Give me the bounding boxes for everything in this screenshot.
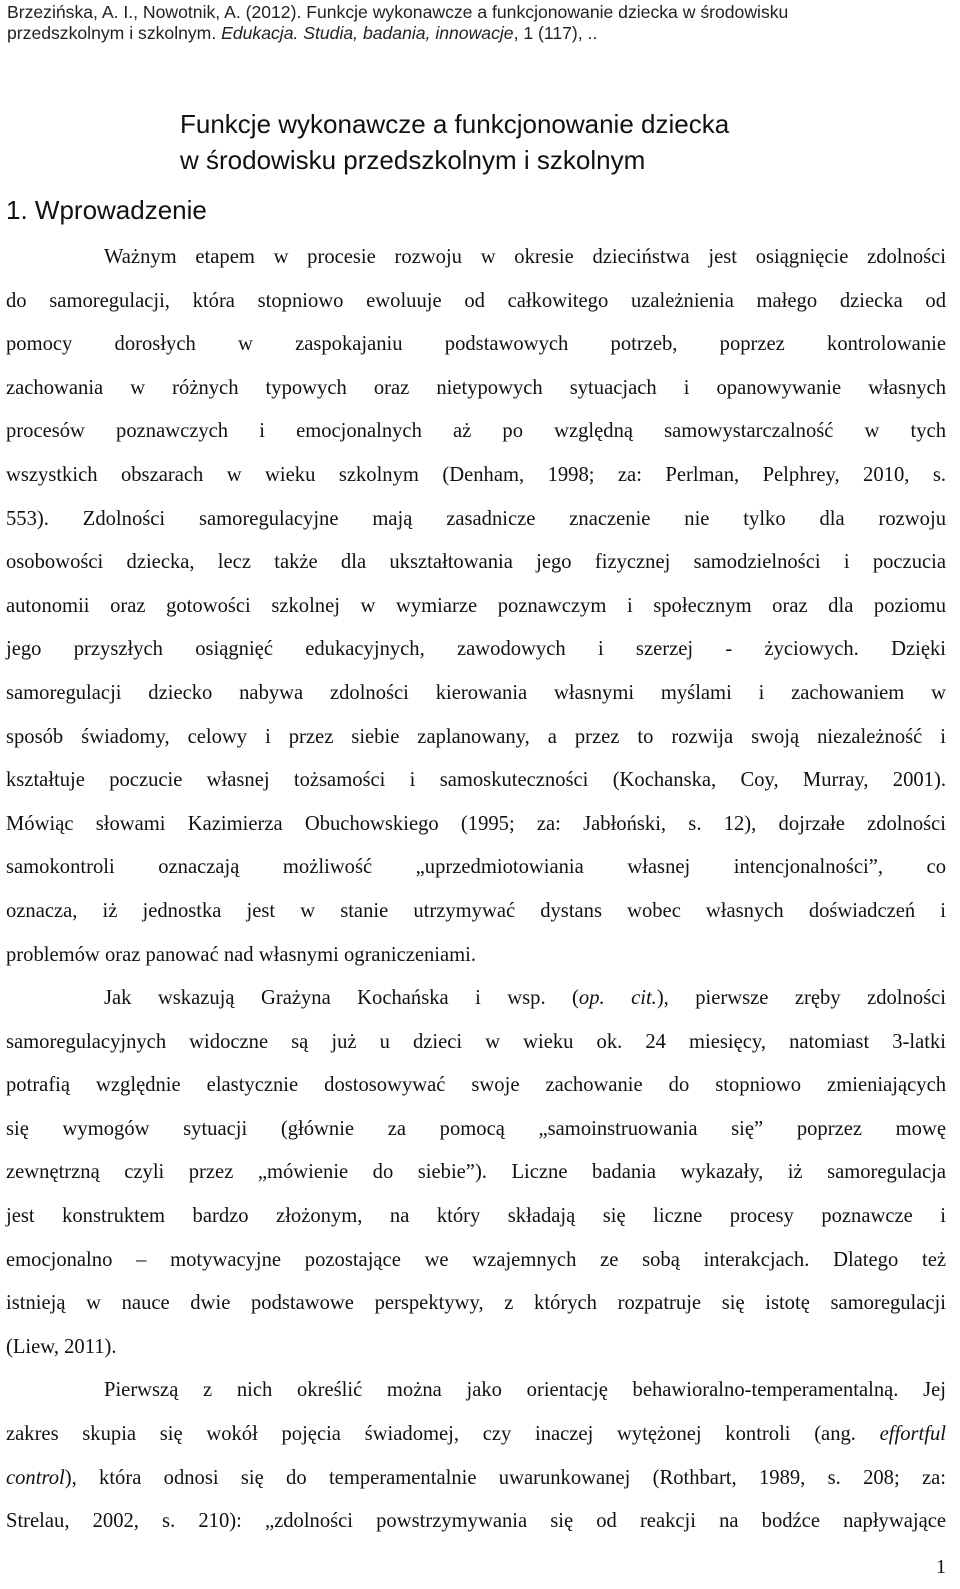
body-line: jest konstruktem bardzo złożonym, na który składają się liczne procesy poznawcze i — [6, 1205, 946, 1228]
body-line: istnieją w nauce dwie podstawowe perspektywy, z których rozpatruje się istotę samoregulacji — [6, 1292, 946, 1315]
body-line: Mówiąc słowami Kazimierza Obuchowskiego (1995; za: Jabłoński, s. 12), dojrzałe zdolności — [6, 812, 946, 835]
body-line: wszystkich obszarach w wieku szkolnym (Denham, 1998; za: Perlman, Pelphrey, 2010, s. — [6, 463, 946, 486]
body-line: samokontroli oznaczają możliwość „uprzedmiotowiania własnej intencjonalności”, co — [6, 856, 946, 879]
body-line: 553). Zdolności samoregulacyjne mają zasadnicze znaczenie nie tylko dla rozwoju — [6, 507, 946, 530]
body-line: problemów oraz panować nad własnymi ograniczeniami. — [6, 943, 477, 966]
section-heading: 1. Wprowadzenie — [6, 195, 207, 225]
page-number: 1 — [936, 1556, 946, 1578]
body-line: emocjonalno – motywacyjne pozostające we wzajemnych ze sobą interakcjach. Dlatego też — [6, 1248, 946, 1271]
body-line: control), która odnosi się do temperamentalnie uwarunkowanej (Rothbart, 1989, s. 208; za: — [6, 1466, 946, 1489]
body-line: zewnętrzną czyli przez „mówienie do siebie”). Liczne badania wykazały, iż samoregulacja — [6, 1161, 946, 1184]
body-line: procesów poznawczych i emocjonalnych aż po względną samowystarczalność w tych — [6, 420, 946, 443]
title-line-2: w środowisku przedszkolnym i szkolnym — [180, 145, 646, 175]
citation-header — [7, 2, 947, 44]
body-line: potrafią względnie elastycznie dostosowywać swoje zachowanie do stopniowo zmieniających — [6, 1074, 946, 1097]
body-line: Pierwszą z nich określić można jako orientację behawioralno-temperamentalną. Jej — [104, 1379, 946, 1402]
body-line: oznacza, iż jednostka jest w stanie utrzymywać dystans wobec własnych doświadczeń i — [6, 899, 946, 922]
body-line: się wymogów sytuacji (głównie za pomocą „samoinstruowania się” poprzez mowę — [6, 1117, 946, 1140]
body-line: zakres skupia się wokół pojęcia świadomej, czy inaczej wytężonej kontroli (ang. effortful — [6, 1423, 946, 1446]
body-line: zachowania w różnych typowych oraz nietypowych sytuacjach i opanowywanie własnych — [6, 376, 946, 399]
body-line: jego przyszłych osiągnięć edukacyjnych, zawodowych i szerzej - życiowych. Dzięki — [6, 638, 946, 661]
body-line: kształtuje poczucie własnej tożsamości i samoskuteczności (Kochanska, Coy, Murray, 2001). — [6, 769, 946, 792]
journal-name: Edukacja. Studia, badania, innowacje — [221, 23, 514, 43]
body-line: samoregulacji dziecko nabywa zdolności kierowania własnymi myślami i zachowaniem w — [6, 681, 946, 704]
body-line: samoregulacyjnych widoczne są już u dzieci w wieku ok. 24 miesięcy, natomiast 3-latki — [6, 1030, 946, 1053]
body-line: autonomii oraz gotowości szkolnej w wymiarze poznawczym i społecznym oraz dla poziomu — [6, 594, 946, 617]
body-line: Ważnym etapem w procesie rozwoju w okresie dzieciństwa jest osiągnięcie zdolności — [104, 246, 946, 268]
body-line: do samoregulacji, która stopniowo ewoluuje od całkowitego uzależnienia małego dziecka od — [6, 289, 946, 312]
title-line-1: Funkcje wykonawcze a funkcjonowanie dziecka — [180, 109, 730, 139]
body-line: sposób świadomy, celowy i przez siebie zaplanowany, a przez to rozwija swoją niezależność i — [6, 725, 946, 748]
article-title — [180, 106, 940, 178]
body-line: Strelau, 2002, s. 210): „zdolności powstrzymywania się od reakcji na bodźce napływające — [6, 1510, 946, 1533]
citation-line-1: Brzezińska, A. I., Nowotnik, A. (2012). Funkcje wykonawcze a funkcjonowanie dziecka w środowisku — [7, 2, 789, 22]
body-line: osobowości dziecka, lecz także dla ukształtowania jego fizycznej samodzielności i poczucia — [6, 551, 946, 574]
body-line: pomocy dorosłych w zaspokajaniu podstawowych potrzeb, poprzez kontrolowanie — [6, 333, 946, 356]
body-line: (Liew, 2011). — [6, 1335, 117, 1358]
body-line: Jak wskazują Grażyna Kochańska i wsp. (op. cit.), pierwsze zręby zdolności — [104, 987, 946, 1010]
citation-line-2: przedszkolnym i szkolnym. Edukacja. Studia, badania, innowacje, 1 (117), .. — [7, 23, 598, 43]
body-text — [6, 236, 946, 1544]
